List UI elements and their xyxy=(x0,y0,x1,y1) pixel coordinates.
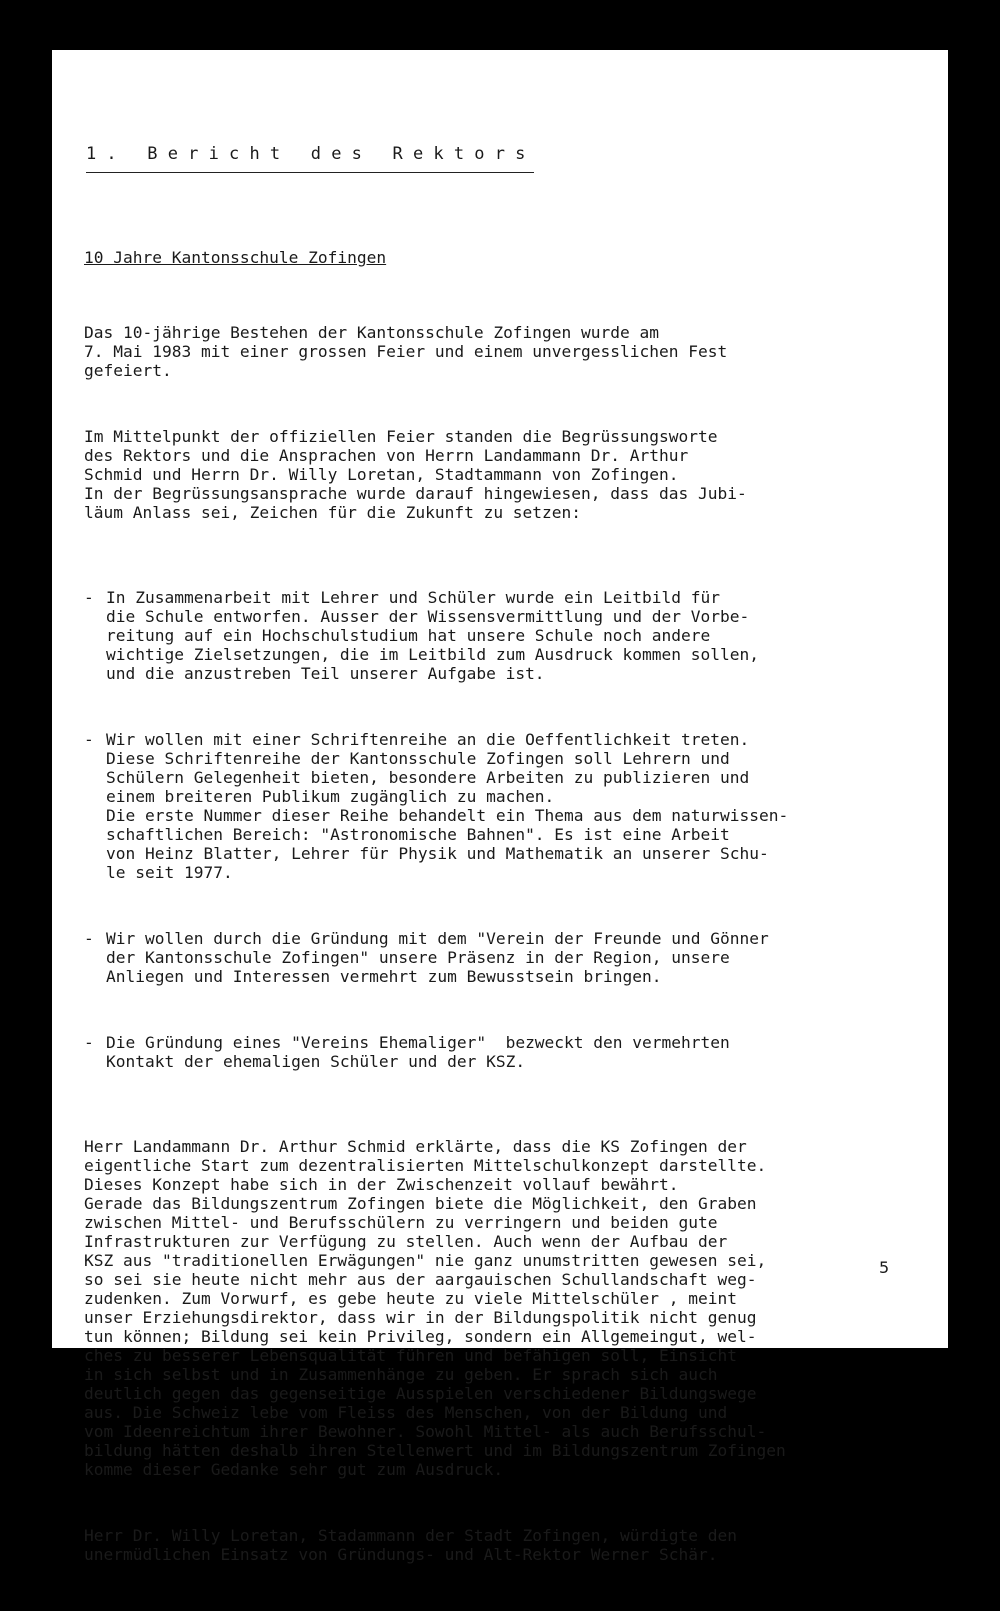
bullet-item xyxy=(84,1033,926,1071)
bullet-item xyxy=(84,730,926,882)
bullet-text: Wir wollen durch die Gründung mit dem "Verein der Freunde und Gönner der Kantonsschule Zofingen" unsere Präsenz in der Region, unsere Anliegen und Interessen vermehrt zum Bewusstsein bringen. xyxy=(106,929,769,986)
stadtammann-paragraph: Herr Dr. Willy Loretan, Stadammann der Stadt Zofingen, würdigte den unermüdlichen Einsatz von Gründungs- und Alt-Rektor Werner Schär. xyxy=(84,1526,737,1564)
landammann-paragraph: Herr Landammann Dr. Arthur Schmid erklärte, dass die KS Zofingen der eigentliche Start zum dezentralisierten Mittelschulkonzept darstellte. Dieses Konzept habe sich in der Zwischenzeit vollauf bewährt. Gerade das Bildungszentrum Zofingen biete die Möglichkeit, den Graben zwischen Mittel- und Berufsschülern zu verringern und beiden gute Infrastrukturen zur Verfügung zu stellen. Auch wenn der Aufbau der KSZ aus "traditionellen Erwägungen" nie ganz unumstritten gewesen sei, so sei sie heute nicht mehr aus der aargauischen Schullandschaft weg- zudenken. Zum Vorwurf, es gebe heute zu viele Mittelschüler , meint unser Erziehungsdirektor, dass wir in der Bildungspolitik nicht genug tun können; Bildung sei kein Privileg, sondern ein Allgemeingut, wel- ches zu besserer Lebensqualität führen und befähigen soll, Einsicht in sich selbst und in Zusammenhänge zu geben. Er sprach sich auch deutlich gegen das gegenseitige Ausspielen verschiedener Bildungswege aus. Die Schweiz lebe vom Fleiss des Menschen, von der Bildung und vom Ideenreichtum ihrer Bewohner. Sowohl Mittel- als auch Berufsschul- bildung hätten deshalb ihren Stellenwert und im Bildungszentrum Zofingen komme dieser Gedanke sehr gut zum Ausdruck. xyxy=(84,1137,786,1479)
bullet-dash: - xyxy=(84,730,94,749)
bullet-dash: - xyxy=(84,588,94,607)
document-page xyxy=(52,50,948,1564)
bullet-dash: - xyxy=(84,929,94,948)
section-heading: 1. Bericht des Rektors xyxy=(86,144,534,173)
report-body xyxy=(84,210,926,1611)
bullet-dash: - xyxy=(84,1033,94,1052)
page-number: 5 xyxy=(879,1258,890,1277)
intro-paragraph: Das 10-jährige Bestehen der Kantonsschule Zofingen wurde am 7. Mai 1983 mit einer grossen Feier und einem unvergesslichen Fest gefeiert. xyxy=(84,323,728,380)
subsection-title: 10 Jahre Kantonsschule Zofingen xyxy=(84,248,387,267)
bullet-text: Die Gründung eines "Vereins Ehemaliger" bezweckt den vermehrten Kontakt der ehemaligen Schüler und der KSZ. xyxy=(106,1033,730,1071)
bullet-item xyxy=(84,588,926,683)
ceremony-paragraph: Im Mittelpunkt der offiziellen Feier standen die Begrüssungsworte des Rektors und die Ansprachen von Herrn Landammann Dr. Arthur Schmid und Herrn Dr. Willy Loretan, Stadtammann von Zofingen. In der Begrüssungsansprache wurde darauf hingewiesen, dass das Jubi- läum Anlass sei, Zeichen für die Zukunft zu setzen: xyxy=(84,427,747,522)
bullet-text: Wir wollen mit einer Schriftenreihe an die Oeffentlichkeit treten. Diese Schriftenreihe der Kantonsschule Zofingen soll Lehrern und Schülern Gelegenheit bieten, besondere Arbeiten zu publizieren und einem breiteren Publikum zugänglich zu machen. Die erste Nummer dieser Reihe behandelt ein Thema aus dem naturwissen- schaftlichen Bereich: "Astronomische Bahnen". Es ist eine Arbeit von Heinz Blatter, Lehrer für Physik und Mathematik an unserer Schu- le seit 1977. xyxy=(106,730,789,882)
bullet-text: In Zusammenarbeit mit Lehrer und Schüler wurde ein Leitbild für die Schule entworfen. Ausser der Wissensvermittlung und der Vorbe- reitung auf ein Hochschulstudium hat unsere Schule noch andere wichtige Zielsetzungen, die im Leitbild zum Ausdruck kommen sollen, und die anzustreben Teil unserer Aufgabe ist. xyxy=(106,588,759,683)
bullet-item xyxy=(84,929,926,986)
